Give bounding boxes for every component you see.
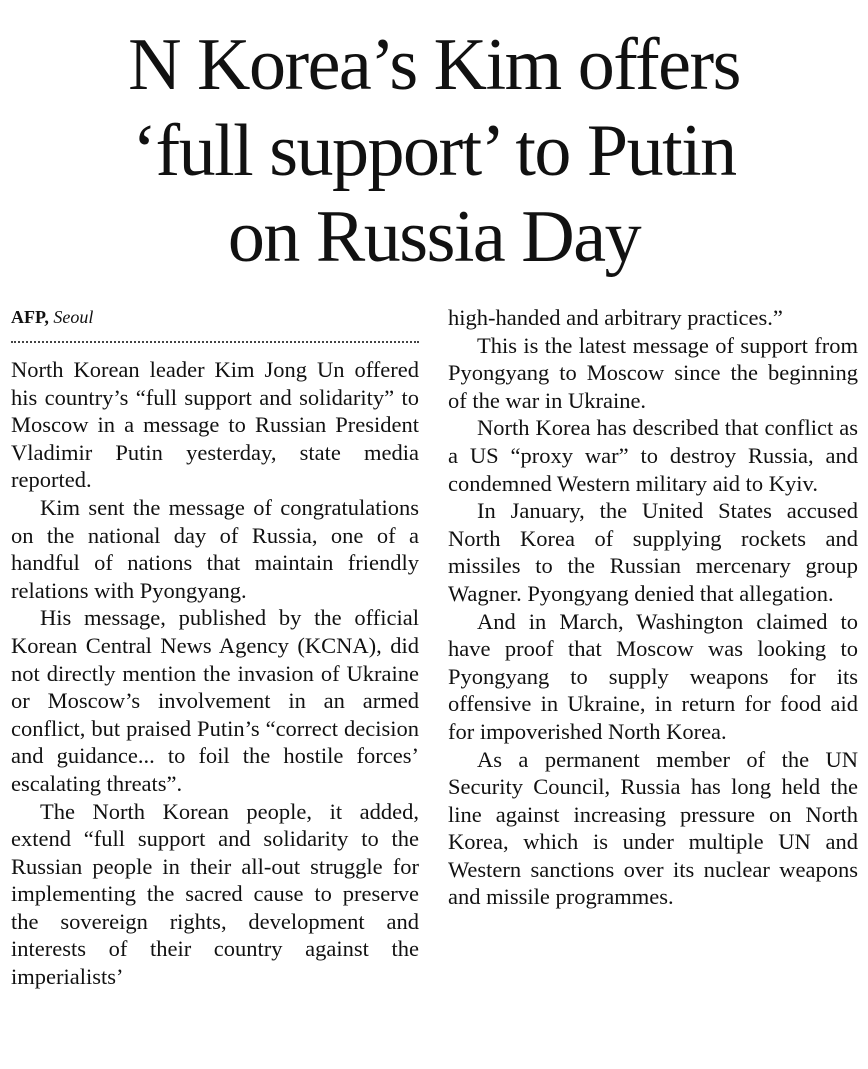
paragraph: As a permanent member of the UN Security Council, Russia has long held the line against increasing pressure on North Korea, which is under multiple UN and Western sanctions over its nuclear weapons and missile programmes. xyxy=(448,746,858,910)
headline-line-1: N Korea’s Kim offers xyxy=(128,24,740,106)
paragraph: And in March, Washington claimed to have proof that Moscow was looking to Pyongyang to supply weapons for its offensive in Ukraine, in return for food aid for impoverished North Korea. xyxy=(448,608,858,744)
paragraph: North Korea has described that conflict as a US “proxy war” to destroy Russia, and condemned Western military aid to Kyiv. xyxy=(448,415,858,496)
paragraph: In January, the United States accused North Korea of supplying rockets and missiles to the Russian mercenary group Wagner. Pyongyang denied that allegation. xyxy=(448,498,858,606)
headline-line-3: on Russia Day xyxy=(227,196,641,278)
article-column-left xyxy=(11,356,419,991)
paragraph: North Korean leader Kim Jong Un offered his country’s “full support and solidarity” to Moscow in a message to Russian President Vladimir Putin yesterday, state media reported. xyxy=(11,357,419,493)
paragraph: Kim sent the message of congratulations on the national day of Russia, one of a handful of nations that maintain friendly relations with Pyongyang. xyxy=(11,494,419,603)
byline-place: Seoul xyxy=(53,307,94,327)
byline-agency: AFP, xyxy=(11,307,49,327)
headline xyxy=(0,22,868,280)
paragraph: His message, published by the official Korean Central News Agency (KCNA), did not directly mention the invasion of Ukraine or Moscow’s involvement in an armed conflict, but praised Putin’s “correct decision and guidance... to foil the hostile forces’ escalating threats”. xyxy=(11,605,419,796)
paragraph-continued: high-handed and arbitrary practices.” xyxy=(448,305,783,330)
byline xyxy=(11,305,93,329)
headline-line-2: ‘full support’ to Putin xyxy=(132,110,736,192)
paragraph: The North Korean people, it added, extend “full support and solidarity to the Russian people in their all-out struggle for implementing the sacred cause to preserve the sovereign rights, development and interests of their country against the imperialists’ xyxy=(11,798,419,990)
paragraph: This is the latest message of support from Pyongyang to Moscow since the beginning of the war in Ukraine. xyxy=(448,332,858,413)
byline-divider xyxy=(11,341,419,343)
article-column-right xyxy=(448,304,858,911)
